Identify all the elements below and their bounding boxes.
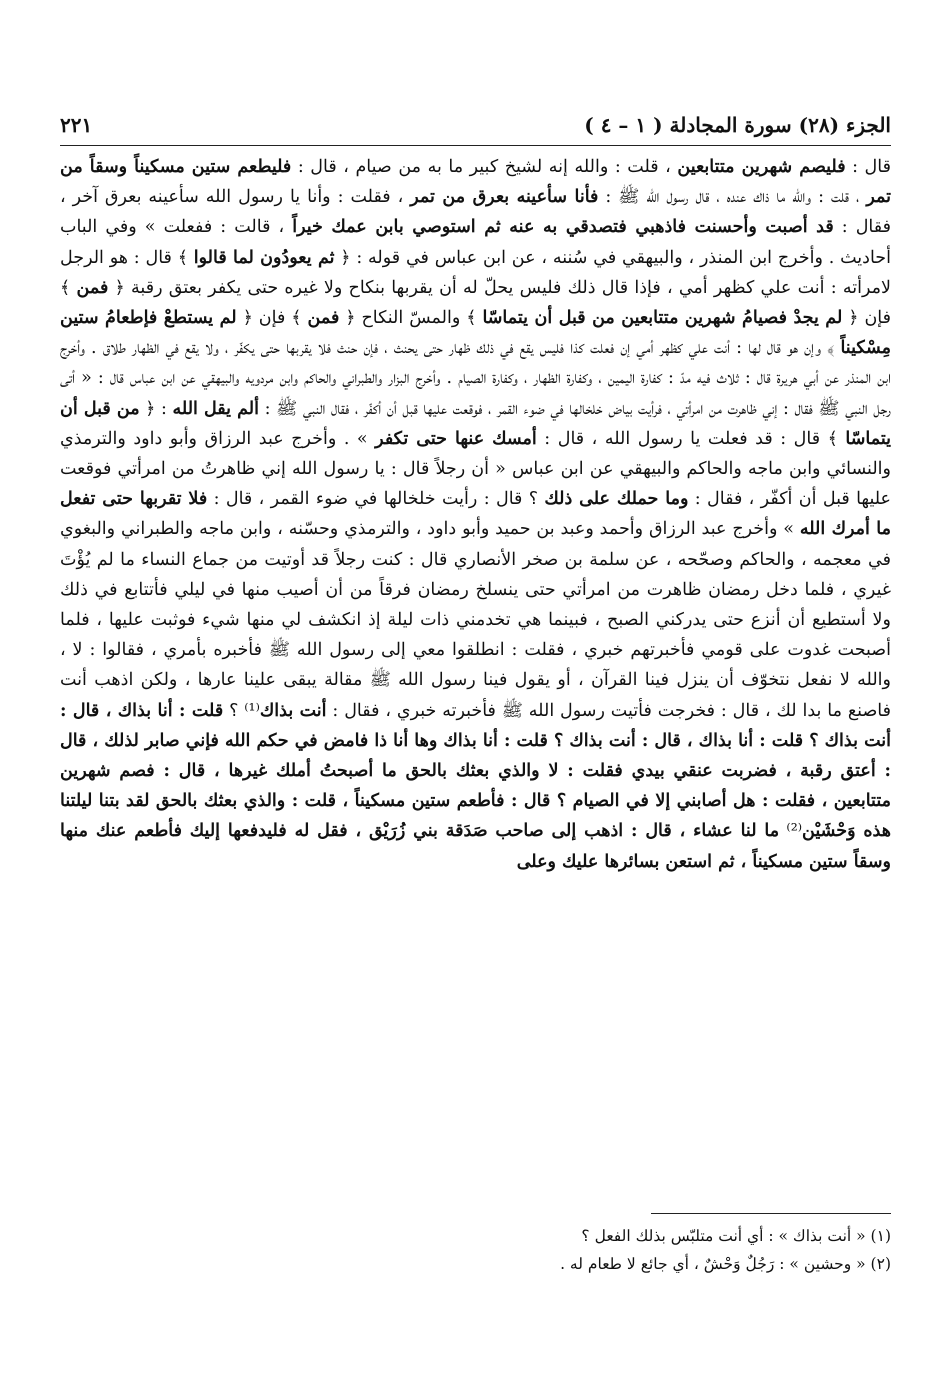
quran-quote: ثم يعودُون لما قالوا	[193, 247, 335, 268]
text-run: قال :	[845, 157, 891, 177]
footnote-2: (٢) « وحشين » : رَجُلٌ وَحْشٌ ، أي جائع لا طعام له .	[560, 1255, 891, 1273]
text-run: ﴾ فإن ﴿	[236, 308, 308, 329]
quran-quote: لم يجدْ فصيامُ شهرين متتابعين من قبل أن يتماسّا	[482, 308, 843, 329]
text-run: ، فقلت : وأنا يا رسول الله سأعينه بعرق آخر ، فقال :	[60, 187, 891, 238]
quote-bold: فأنا سأعينه بعرق من تمر	[410, 187, 599, 208]
text-run: ، قالت : ففعلت » وفي الباب أحاديث . وأخرج ابن المنذر ، والبيهقي في سُننه ، عن ابن عباس في قوله : ﴿	[60, 217, 891, 268]
text-run: ﴾ والمسّ النكاح ﴿	[339, 308, 483, 329]
quote-bold: أمسك عنها حتى تكفر	[375, 428, 537, 449]
text-run: ، قلت : والله ما ذاك عنده ، قال رسول الله ﷺ :	[598, 187, 867, 208]
quote-bold: فلا تقربها حتى تفعل ما أمرك الله	[60, 489, 892, 540]
footnote-rule	[651, 1213, 891, 1214]
text-run: ﴾ قال : هو الرجل لامرأته : أنت علي كظهر أمي ، فإذا قال ذلك فليس يحلّ له أن يقربها بنكاح ولا غيره حتى يكفر بعتق رقبة ﴿	[60, 247, 891, 298]
footnote-ref: ⁽²⁾	[779, 821, 803, 842]
body-paragraph	[60, 152, 891, 877]
text-run: : ﴿	[139, 398, 173, 419]
running-title: الجزء (٢٨) سورة المجادلة ( ١ – ٤ )	[584, 113, 891, 137]
text-run: ؟ قال : رأيت خلخالها في ضوء القمر ، قال :	[207, 489, 545, 510]
quran-quote: فمن	[307, 308, 340, 329]
page-header	[60, 108, 891, 142]
text-run: » وأخرج عبد الرزاق وأحمد وعبد بن حميد وأبو داود ، والترمذي وحسّنه ، وابن ماجه والطبراني والبغوي في معجمه ، والحاكم وصحّحه ، عن سلمة بن صخر الأنصاري قال : كنت رجلاً قد أوتيت من جماع النساء ما لم يُؤْتَ غيري ، فلما دخل رمضان ظاهرت من امرأتي حتى ينسلخ رمضان فرقاً من أن أصيب منها في ليلي فأتتابع في ذلك ولا أستطيع أن أنزع حتى يدركني الصبح ، فبينما هي تخدمني ذات ليلة إذ انكشف لي منها شيء فوثبت عليها ، فلما أصبحت غدوت على قومي فأخبرتهم خبري ، فقلت : انطلقوا معي إلى رسول الله ﷺ فأخبره بأمري ، فقالوا : لا ، والله لا نفعل نتخوّف أن ينزل فينا القرآن ، أو يقول فينا رسول الله ﷺ مقالة يبقى علينا عارها ، ولكن اذهب أنت فاصنع ما بدا لك ، قال : فخرجت فأتيت رسول الله ﷺ فأخبرته خبري ، فقال :	[60, 519, 891, 721]
quote-bold: قد أصبت وأحسنت فاذهبي فتصدقي به عنه ثم استوصي بابن عمك خيراً	[292, 217, 834, 238]
main-text	[60, 152, 891, 877]
page-number: ٢٢١	[60, 113, 93, 137]
header-rule	[60, 145, 891, 146]
quran-quote: لم يستطعْ فإطعامُ ستين مِسْكيناً	[60, 308, 891, 359]
quote-bold: ما لنا عشاء ، قال : اذهب إلى صاحب صَدَقة بني زُرَيْق ، فقل له فليدفعها إليك فأطعم عنك منها وسقاً ستين مسكيناً ، ثم استعن بسائرها عليك وعلى	[60, 821, 891, 872]
quote-bold: أنت بذاك	[259, 700, 327, 721]
footnote-1: (١) « أنت بذاك » : أي أنت متلبّس بذلك الفعل ؟	[581, 1227, 891, 1245]
quote-bold: فليصم شهرين متتابعين	[677, 157, 846, 177]
quote-bold: قلت : أنا بذاك ، قال : أنت بذاك ؟ قلت : أنا بذاك ، قال : أنت بذاك ؟ قلت : أنا بذاك وها أنا ذا فامض في حكم الله فإني صابر لذلك ، قال : أعتق رقبة ، فضربت عنقي بيدي فقلت : لا والذي بعثك بالحق ما أصبحتُ أملك غيرها ، قال : فصم شهرين متتابعين ، فقلت : هل أصابني إلا في الصيام ؟ قال : فأطعم ستين مسكيناً ، قلت : والذي بعثك بالحق لقد بتنا ليلتنا هذه وَحْشَيْن	[60, 700, 891, 842]
quote-bold: وما حملك على ذلك	[544, 489, 689, 510]
text-run: » . وأخرج عبد الرزاق وأبو داود والترمذي والنسائي وابن ماجه والحاكم والبيهقي عن ابن عباس « أن رجلاً قال : يا رسول الله إني ظاهرتُ من امرأتي فوقعت عليها قبل أن أكفّر ، فقال :	[60, 428, 892, 510]
quran-quote: من قبل أن يتماسّا	[60, 398, 891, 449]
text-run: ، قلت : والله إنه لشيخ كبير ما به من صيام ، قال :	[291, 157, 678, 177]
quote-bold: فليطعم ستين مسكيناً وسقاً من تمر	[60, 157, 891, 208]
quran-quote: فمن	[76, 277, 109, 298]
text-run: ﴾ فإن ﴿	[60, 277, 891, 329]
text-run: ﴾ وإن هو قال لها : أنت علي كظهر أمي إن فعلت كذا فليس يقع في ذلك ظهار حتى يحنث ، فإن حنث فلا يقربها حتى يكفّر ، ولا يقع في الظهار طلاق . وأخرج ابن المنذر عن أبي هريرة قال : ثلاث فيه مدّ : كفارة اليمين ، وكفارة الظهار ، وكفارة الصيام . وأخرج البزار والطبراني والحاكم وابن مردويه والبيهقي عن ابن عباس قال : « أتى رجل النبي ﷺ فقال : إني ظاهرت من امرأتي ، فرأيت بياض خلخالها في ضوء القمر ، فوقعت عليها قبل أن أكفّر ، فقال النبي ﷺ :	[60, 338, 891, 419]
footnotes	[60, 1222, 891, 1278]
text-run: ﴾ قال : قد فعلت يا رسول الله ، قال :	[536, 428, 846, 449]
footnote-ref: ⁽¹⁾ ؟	[223, 700, 260, 721]
quote-bold: ألم يقل الله	[172, 398, 259, 419]
